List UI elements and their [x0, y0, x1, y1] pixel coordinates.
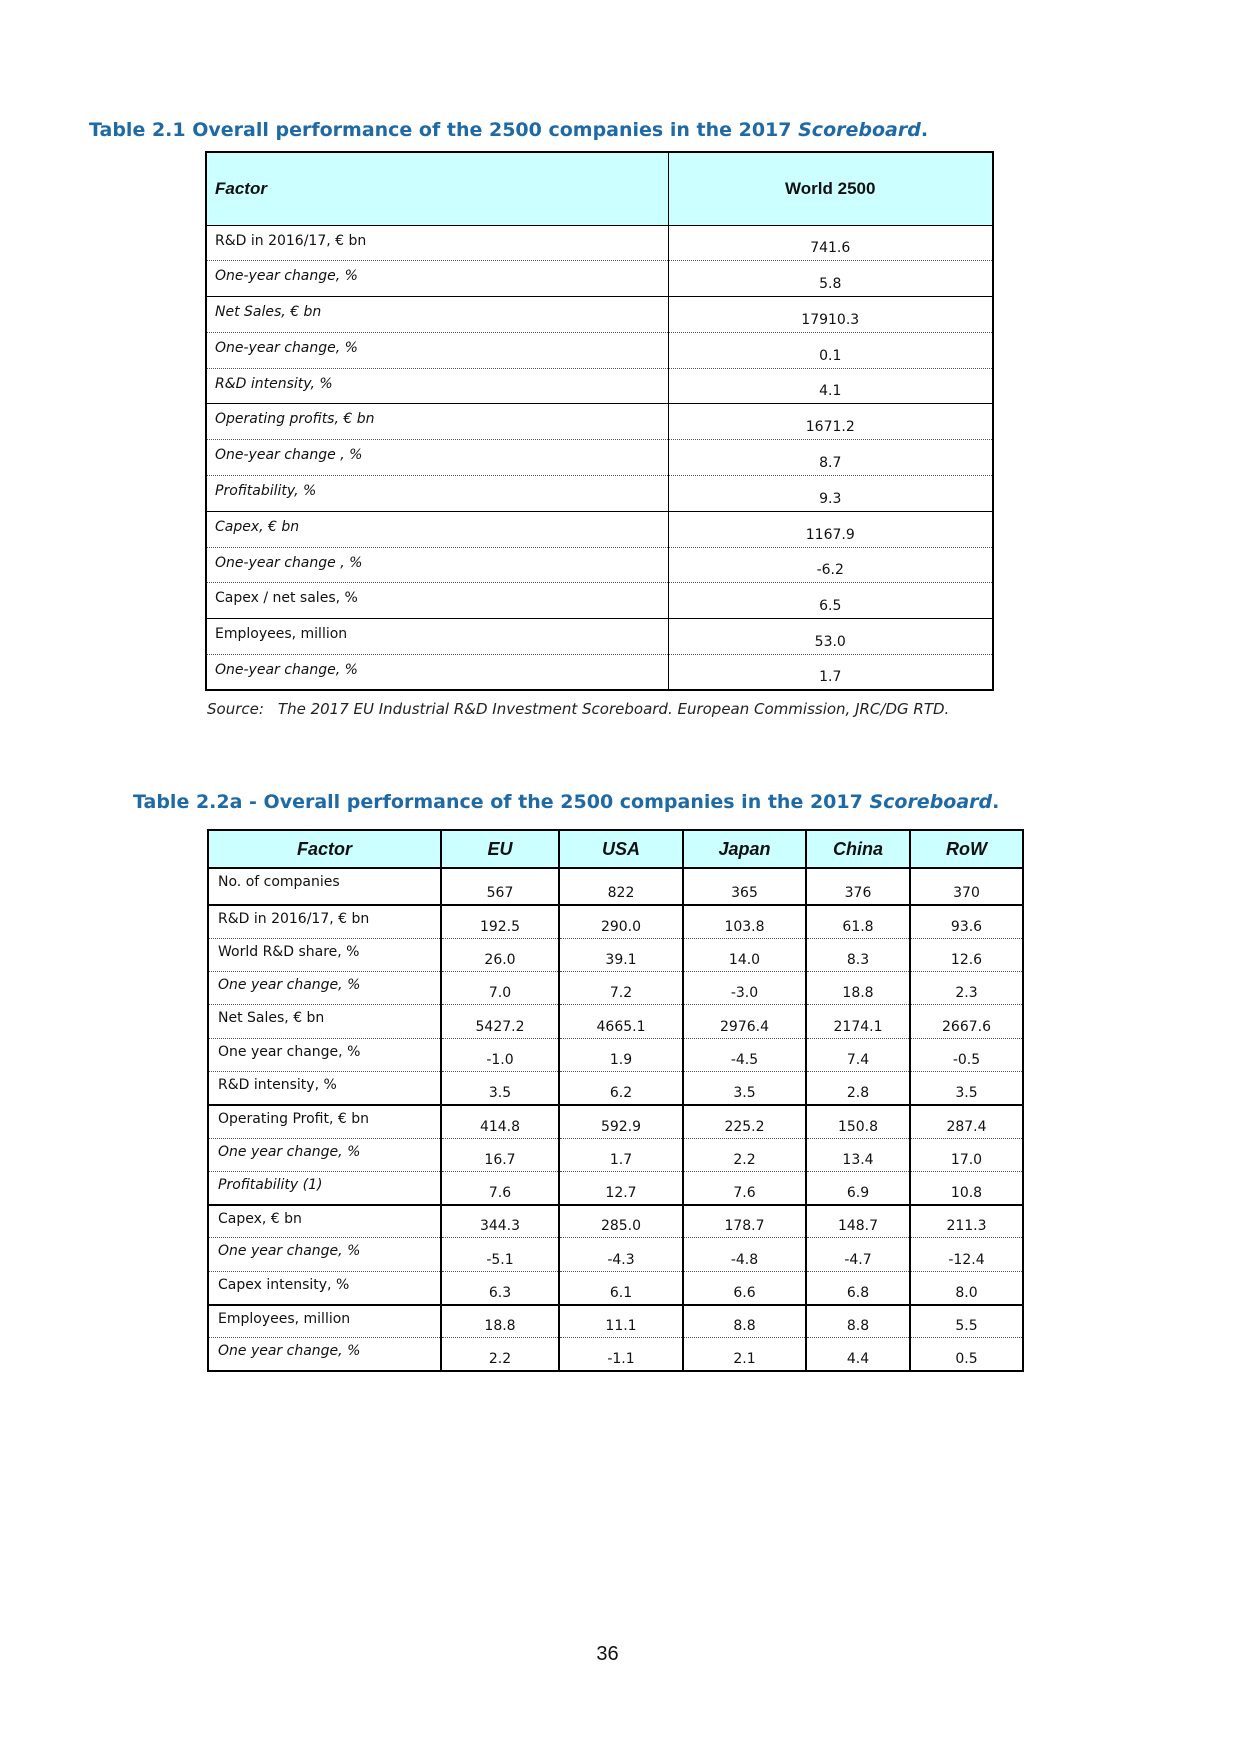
- cell-usa: 290.0: [559, 905, 683, 938]
- cell-japan: 2.2: [683, 1138, 806, 1171]
- source-text: The 2017 EU Industrial R&D Investment Scoreboard. European Commission, JRC/DG RTD.: [277, 700, 950, 718]
- row-label: One-year change , %: [206, 547, 668, 583]
- cell-japan: 2.1: [683, 1338, 806, 1371]
- row-value: 1.7: [668, 655, 993, 691]
- row-value: -6.2: [668, 547, 993, 583]
- table-row: [208, 1138, 1023, 1171]
- row-value: 8.7: [668, 440, 993, 476]
- header-china: China: [806, 830, 910, 868]
- cell-china: 2174.1: [806, 1005, 910, 1038]
- cell-row: 17.0: [910, 1138, 1023, 1171]
- table-row: [208, 1205, 1023, 1238]
- header-factor: Factor: [208, 830, 441, 868]
- row-label: World R&D share, %: [208, 938, 441, 971]
- cell-eu: 414.8: [441, 1105, 559, 1138]
- cell-eu: 567: [441, 868, 559, 905]
- table-2-1: [205, 151, 994, 691]
- cell-usa: 12.7: [559, 1171, 683, 1204]
- row-label: Net Sales, € bn: [206, 297, 668, 333]
- cell-eu: 192.5: [441, 905, 559, 938]
- cell-china: 150.8: [806, 1105, 910, 1138]
- cell-japan: -4.5: [683, 1038, 806, 1071]
- row-label: One-year change , %: [206, 440, 668, 476]
- source-note: [207, 700, 949, 718]
- cell-china: 376: [806, 868, 910, 905]
- table-row: [208, 1071, 1023, 1104]
- table-row: [208, 1271, 1023, 1304]
- cell-usa: 11.1: [559, 1305, 683, 1338]
- cell-japan: 225.2: [683, 1105, 806, 1138]
- cell-row: 93.6: [910, 905, 1023, 938]
- row-label: One year change, %: [208, 1238, 441, 1271]
- cell-usa: -1.1: [559, 1338, 683, 1371]
- header-japan: Japan: [683, 830, 806, 868]
- cell-eu: 3.5: [441, 1071, 559, 1104]
- row-label: Operating profits, € bn: [206, 404, 668, 440]
- header-factor: Factor: [206, 152, 668, 225]
- cell-china: 8.3: [806, 938, 910, 971]
- table-row: [206, 655, 993, 691]
- table-row: [208, 1305, 1023, 1338]
- cell-japan: 103.8: [683, 905, 806, 938]
- table-row: [206, 404, 993, 440]
- table-2-2a: [207, 829, 1024, 1372]
- cell-japan: 6.6: [683, 1271, 806, 1304]
- page-number: 36: [596, 1643, 619, 1665]
- row-value: 53.0: [668, 619, 993, 655]
- cell-row: 287.4: [910, 1105, 1023, 1138]
- header-world-2500: World 2500: [668, 152, 993, 225]
- row-value: 1167.9: [668, 511, 993, 547]
- cell-usa: 822: [559, 868, 683, 905]
- cell-japan: 3.5: [683, 1071, 806, 1104]
- cell-china: 148.7: [806, 1205, 910, 1238]
- source-label: Source:: [207, 700, 264, 718]
- cell-usa: 6.1: [559, 1271, 683, 1304]
- row-label: One year change, %: [208, 1338, 441, 1371]
- cell-row: 211.3: [910, 1205, 1023, 1238]
- table-row: [206, 511, 993, 547]
- cell-eu: 7.6: [441, 1171, 559, 1204]
- cell-eu: 7.0: [441, 972, 559, 1005]
- row-label: Employees, million: [208, 1305, 441, 1338]
- row-label: Profitability (1): [208, 1171, 441, 1204]
- table-row: [208, 1005, 1023, 1038]
- row-value: 741.6: [668, 225, 993, 261]
- cell-eu: 2.2: [441, 1338, 559, 1371]
- row-value: 9.3: [668, 476, 993, 512]
- cell-china: 7.4: [806, 1038, 910, 1071]
- row-value: 6.5: [668, 583, 993, 619]
- cell-china: 6.8: [806, 1271, 910, 1304]
- row-value: 5.8: [668, 261, 993, 297]
- cell-china: 2.8: [806, 1071, 910, 1104]
- cell-usa: 1.7: [559, 1138, 683, 1171]
- cell-eu: 344.3: [441, 1205, 559, 1238]
- header-eu: EU: [441, 830, 559, 868]
- row-label: Capex, € bn: [206, 511, 668, 547]
- table-row: [206, 368, 993, 404]
- cell-japan: -4.8: [683, 1238, 806, 1271]
- table-row: [208, 1238, 1023, 1271]
- cell-japan: 14.0: [683, 938, 806, 971]
- table-row: [208, 1105, 1023, 1138]
- cell-row: 12.6: [910, 938, 1023, 971]
- cell-row: 0.5: [910, 1338, 1023, 1371]
- cell-usa: 39.1: [559, 938, 683, 971]
- row-value: 17910.3: [668, 297, 993, 333]
- table-row: [208, 1038, 1023, 1071]
- cell-row: 2.3: [910, 972, 1023, 1005]
- row-label: No. of companies: [208, 868, 441, 905]
- table-row: [208, 868, 1023, 905]
- cell-row: 370: [910, 868, 1023, 905]
- table-row: [206, 583, 993, 619]
- row-label: One year change, %: [208, 1138, 441, 1171]
- cell-usa: 285.0: [559, 1205, 683, 1238]
- row-value: 1671.2: [668, 404, 993, 440]
- table-row: [206, 547, 993, 583]
- cell-row: -12.4: [910, 1238, 1023, 1271]
- cell-eu: -1.0: [441, 1038, 559, 1071]
- row-label: Capex intensity, %: [208, 1271, 441, 1304]
- row-label: R&D intensity, %: [208, 1071, 441, 1104]
- cell-eu: 5427.2: [441, 1005, 559, 1038]
- cell-china: -4.7: [806, 1238, 910, 1271]
- cell-china: 13.4: [806, 1138, 910, 1171]
- table-row: [206, 332, 993, 368]
- cell-row: 2667.6: [910, 1005, 1023, 1038]
- table-row: [208, 1171, 1023, 1204]
- table-header-row: [206, 152, 993, 225]
- table-2-1-caption: Table 2.1 Overall performance of the 2500 companies in the 2017 Scoreboard.: [89, 119, 929, 141]
- cell-japan: 7.6: [683, 1171, 806, 1204]
- row-label: Profitability, %: [206, 476, 668, 512]
- cell-china: 6.9: [806, 1171, 910, 1204]
- row-label: One year change, %: [208, 972, 441, 1005]
- row-label: Operating Profit, € bn: [208, 1105, 441, 1138]
- cell-japan: 178.7: [683, 1205, 806, 1238]
- table-row: [208, 938, 1023, 971]
- table-row: [206, 261, 993, 297]
- row-label: Capex, € bn: [208, 1205, 441, 1238]
- table-row: [206, 440, 993, 476]
- header-usa: USA: [559, 830, 683, 868]
- cell-usa: 4665.1: [559, 1005, 683, 1038]
- cell-eu: 18.8: [441, 1305, 559, 1338]
- cell-row: -0.5: [910, 1038, 1023, 1071]
- cell-japan: 365: [683, 868, 806, 905]
- table-row: [206, 225, 993, 261]
- cell-japan: -3.0: [683, 972, 806, 1005]
- cell-japan: 2976.4: [683, 1005, 806, 1038]
- cell-usa: 7.2: [559, 972, 683, 1005]
- table-row: [206, 297, 993, 333]
- row-label: R&D in 2016/17, € bn: [206, 225, 668, 261]
- cell-usa: 1.9: [559, 1038, 683, 1071]
- row-label: Capex / net sales, %: [206, 583, 668, 619]
- cell-usa: 6.2: [559, 1071, 683, 1104]
- row-label: One-year change, %: [206, 261, 668, 297]
- cell-china: 18.8: [806, 972, 910, 1005]
- cell-row: 3.5: [910, 1071, 1023, 1104]
- cell-china: 61.8: [806, 905, 910, 938]
- cell-usa: -4.3: [559, 1238, 683, 1271]
- cell-eu: -5.1: [441, 1238, 559, 1271]
- cell-usa: 592.9: [559, 1105, 683, 1138]
- cell-china: 8.8: [806, 1305, 910, 1338]
- cell-eu: 16.7: [441, 1138, 559, 1171]
- cell-china: 4.4: [806, 1338, 910, 1371]
- row-value: 4.1: [668, 368, 993, 404]
- row-label: Employees, million: [206, 619, 668, 655]
- table-row: [208, 905, 1023, 938]
- row-label: One-year change, %: [206, 332, 668, 368]
- cell-eu: 26.0: [441, 938, 559, 971]
- cell-row: 5.5: [910, 1305, 1023, 1338]
- table-row: [206, 476, 993, 512]
- table-row: [206, 619, 993, 655]
- row-label: R&D in 2016/17, € bn: [208, 905, 441, 938]
- cell-row: 8.0: [910, 1271, 1023, 1304]
- row-label: One year change, %: [208, 1038, 441, 1071]
- table-row: [208, 972, 1023, 1005]
- row-label: Net Sales, € bn: [208, 1005, 441, 1038]
- header-row: RoW: [910, 830, 1023, 868]
- row-value: 0.1: [668, 332, 993, 368]
- cell-eu: 6.3: [441, 1271, 559, 1304]
- cell-row: 10.8: [910, 1171, 1023, 1204]
- cell-japan: 8.8: [683, 1305, 806, 1338]
- row-label: One-year change, %: [206, 655, 668, 691]
- table-row: [208, 1338, 1023, 1371]
- table-2-2a-caption: Table 2.2a - Overall performance of the 2500 companies in the 2017 Scoreboard.: [133, 791, 1000, 813]
- table-header-row: [208, 830, 1023, 868]
- row-label: R&D intensity, %: [206, 368, 668, 404]
